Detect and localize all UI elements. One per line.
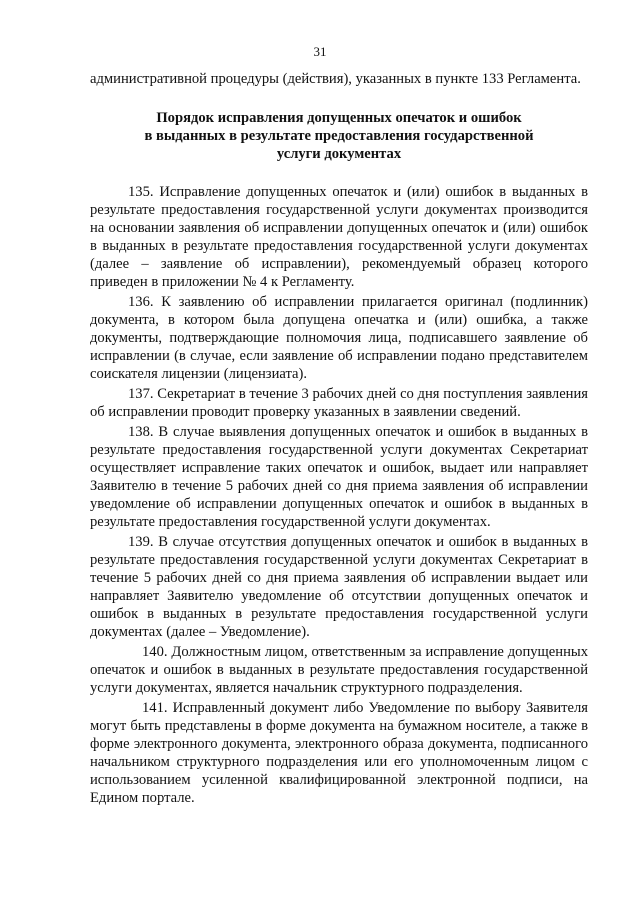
intro-paragraph: административной процедуры (действия), указанных в пункте 133 Регламента. xyxy=(90,71,581,87)
paragraph-140: 140. Должностным лицом, ответственным за исправление допущенных опечаток и ошибок в выданных в результате предоставления государственной услуги документах, является начальник структурного подразделения. xyxy=(90,644,588,696)
section-heading-line: услуги документах xyxy=(276,146,402,162)
section-heading xyxy=(90,109,588,163)
paragraph-138: 138. В случае выявления допущенных опечаток и ошибок в выданных в результате предоставления государственной услуги документах Секретариат осуществляет исправление таких опечаток и ошибок, выдает или направляет Заявителю в течение 5 рабочих дней со дня приема заявления об исправлении уведомление об исправлении допущенных опечаток и ошибок в выданных в результате предоставления государственной услуги документах. xyxy=(90,424,588,530)
section-heading-line: в выданных в результате предоставления государственной xyxy=(144,128,534,144)
paragraph-139: 139. В случае отсутствия допущенных опечаток и ошибок в выданных в результате предоставления государственной услуги документах Секретариат в течение 5 рабочих дней со дня приема заявления об исправлении выдает или направляет Заявителю уведомление об отсутствии допущенных опечаток и ошибок в выданных в результате предоставления государственной услуги документах (далее – Уведомление). xyxy=(90,534,588,640)
paragraph-136: 136. К заявлению об исправлении прилагается оригинал (подлинник) документа, в котором была допущена опечатка и (или) ошибка, а также документы, подтверждающие полномочия лица, подписавшего заявление об исправлении (в случае, если заявление об исправлении подано представителем соискателя лицензии (лицензиата). xyxy=(90,294,588,382)
document-body xyxy=(90,70,588,807)
page-number: 31 xyxy=(313,44,327,59)
paragraph-135: 135. Исправление допущенных опечаток и (или) ошибок в выданных в результате предоставления государственной услуги документах производится на основании заявления об исправлении допущенных опечаток и (или) ошибок в выданных в результате предоставления государственной услуги документах (далее – заявление об исправлении), рекомендуемый образец которого приведен в приложении № 4 к Регламенту. xyxy=(90,184,588,290)
paragraph-137: 137. Секретариат в течение 3 рабочих дней со дня поступления заявления об исправлении проводит проверку указанных в заявлении сведений. xyxy=(90,386,588,420)
section-heading-line: Порядок исправления допущенных опечаток и ошибок xyxy=(156,110,522,126)
paragraph-141: 141. Исправленный документ либо Уведомление по выбору Заявителя могут быть представлены в форме документа на бумажном носителе, а также в форме электронного документа, электронного образа документа, подписанного начальником структурного подразделения или его уполномоченным лицом с использованием усиленной квалифицированной электронной подписи, на Едином портале. xyxy=(90,700,588,806)
